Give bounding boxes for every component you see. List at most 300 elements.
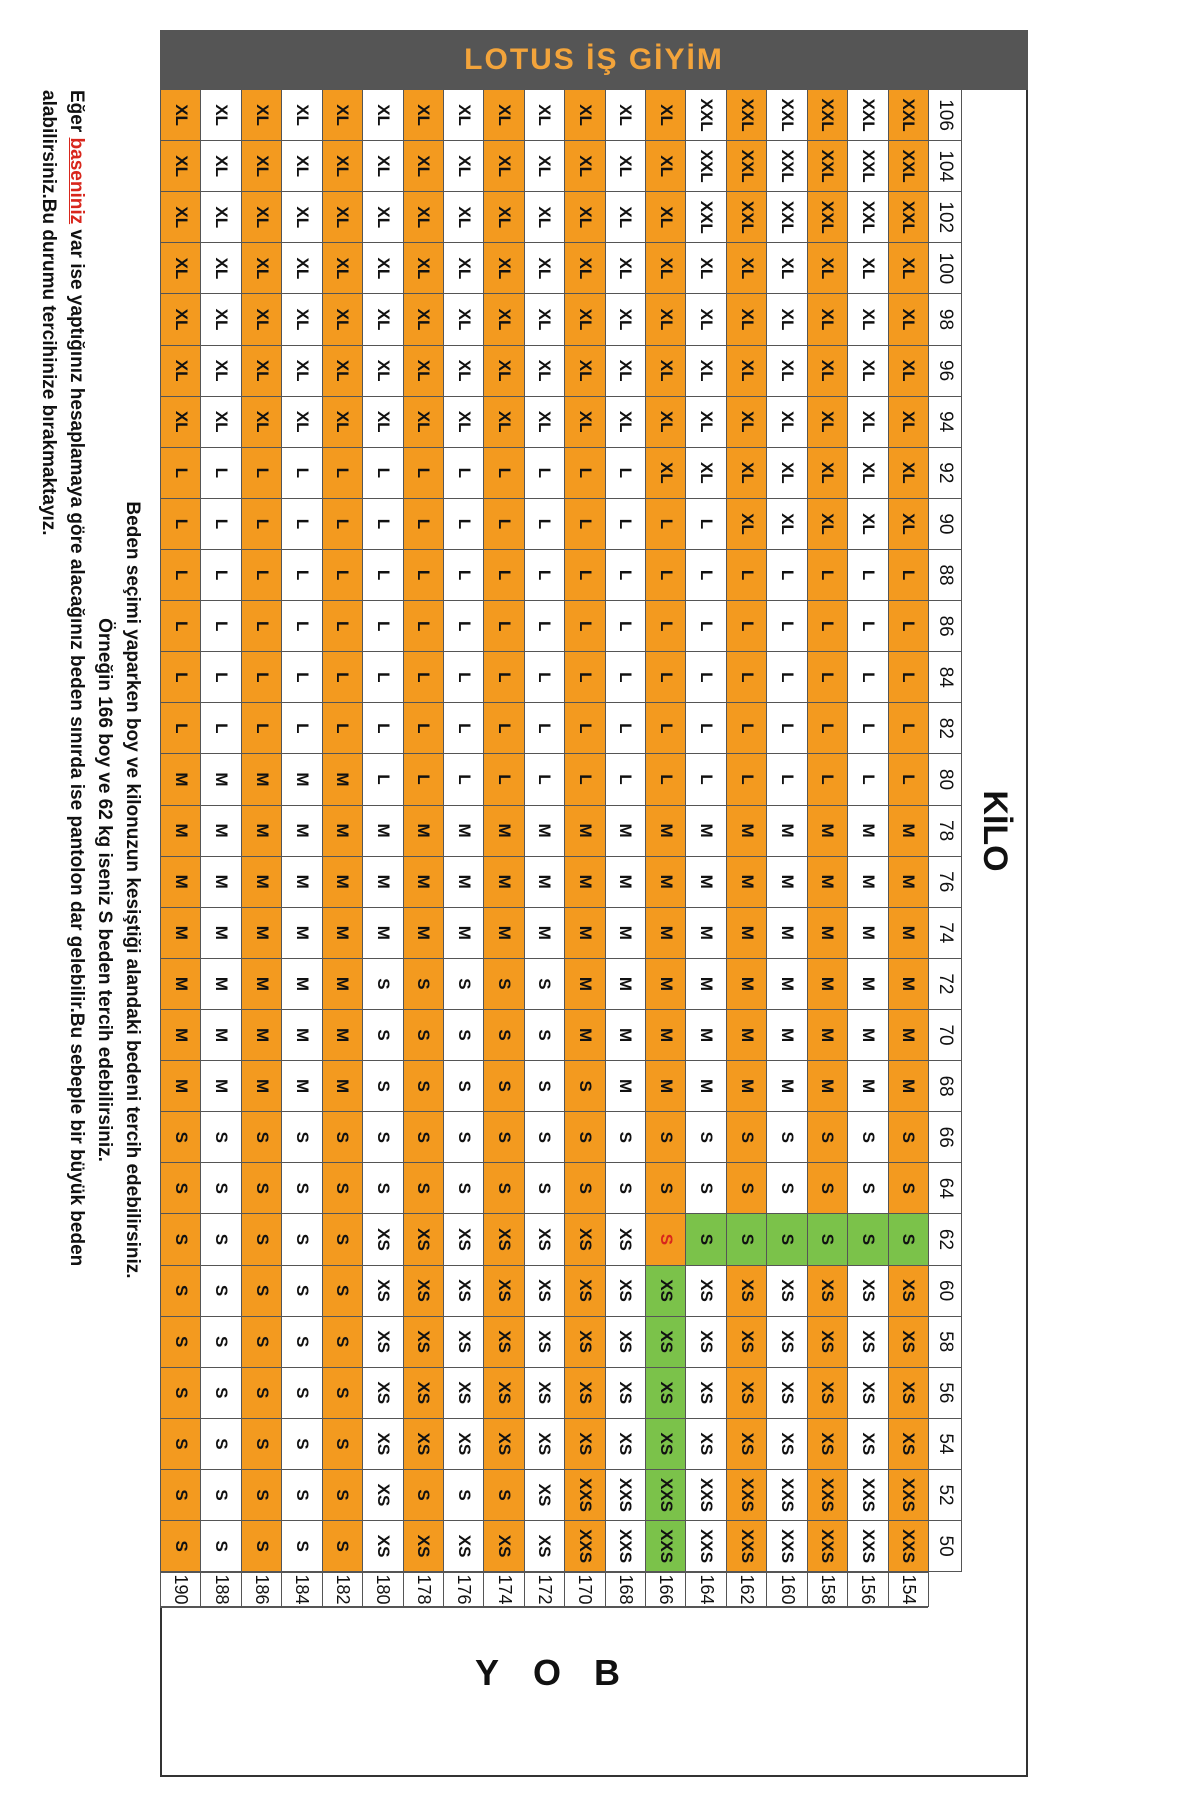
size-cell: XXL [888, 191, 929, 243]
size-cell: M [605, 1060, 646, 1112]
size-cell: XS [564, 1418, 605, 1470]
size-cell: L [200, 651, 241, 703]
size-cell: XL [766, 242, 807, 294]
size-cell: M [766, 958, 807, 1010]
size-cell: L [888, 651, 929, 703]
size-cell: XS [685, 1418, 726, 1470]
size-cell: XS [403, 1316, 444, 1368]
size-cell: S [443, 1060, 484, 1112]
size-cell: XXL [685, 140, 726, 192]
size-cell: L [524, 651, 565, 703]
boy-header: 184 [281, 1572, 322, 1607]
size-cell: S [403, 1111, 444, 1163]
size-cell: S [200, 1418, 241, 1470]
size-cell: S [241, 1162, 282, 1214]
size-cell: XS [807, 1265, 848, 1317]
size-cell: S [605, 1111, 646, 1163]
size-cell: S [483, 1162, 524, 1214]
size-cell: M [685, 907, 726, 959]
note-line-1: Beden seçimi yaparken boy ve kilonuzun kesiştiği alandaki bedeni tercih edebilirsiniz. [122, 501, 143, 1279]
size-cell: M [847, 907, 888, 959]
kilo-header: 66 [928, 1111, 962, 1163]
size-cell: XL [200, 396, 241, 448]
size-cell: S [200, 1111, 241, 1163]
size-cell: XS [362, 1520, 403, 1572]
size-cell: XXL [847, 89, 888, 141]
size-cell: XXS [726, 1469, 767, 1521]
size-cell: S [281, 1418, 322, 1470]
size-cell: S [200, 1469, 241, 1521]
size-cell: M [403, 856, 444, 908]
size-cell: S [160, 1265, 201, 1317]
note-line-3-start: Eğer [66, 90, 87, 138]
size-cell: XS [766, 1316, 807, 1368]
size-cell: M [362, 856, 403, 908]
size-cell: L [524, 753, 565, 805]
size-cell: M [281, 1060, 322, 1112]
size-cell: M [645, 1009, 686, 1061]
size-cell: M [807, 1009, 848, 1061]
size-cell: M [322, 1009, 363, 1061]
size-cell: XXL [685, 89, 726, 141]
size-cell: S [281, 1367, 322, 1419]
size-cell: L [645, 549, 686, 601]
size-cell: XL [685, 396, 726, 448]
size-cell: L [362, 498, 403, 550]
size-cell: XS [685, 1367, 726, 1419]
size-cell: XL [443, 345, 484, 397]
size-cell: S [443, 1111, 484, 1163]
size-cell: L [403, 447, 444, 499]
size-cell: M [766, 1060, 807, 1112]
size-cell: M [160, 1009, 201, 1061]
size-cell: L [362, 702, 403, 754]
size-cell: XL [322, 293, 363, 345]
size-cell: L [403, 549, 444, 601]
size-cell: XL [605, 140, 646, 192]
size-cell: XS [645, 1367, 686, 1419]
size-cell: M [200, 753, 241, 805]
size-cell: XL [362, 396, 403, 448]
size-cell: XL [281, 396, 322, 448]
size-cell: XL [160, 242, 201, 294]
size-cell: XL [766, 396, 807, 448]
size-cell: M [483, 805, 524, 857]
size-cell: M [524, 805, 565, 857]
kilo-header: 94 [928, 396, 962, 448]
size-cell: L [766, 651, 807, 703]
size-cell: XS [605, 1367, 646, 1419]
size-cell: S [200, 1316, 241, 1368]
size-cell: S [403, 958, 444, 1010]
size-cell: XL [403, 89, 444, 141]
size-cell: XL [524, 140, 565, 192]
size-cell: S [322, 1213, 363, 1265]
size-cell: XL [281, 293, 322, 345]
size-cell: S [645, 1111, 686, 1163]
size-cell: M [807, 856, 848, 908]
size-cell: XL [403, 140, 444, 192]
size-cell: S [685, 1162, 726, 1214]
size-cell: S [281, 1265, 322, 1317]
kilo-header: 70 [928, 1009, 962, 1061]
size-cell: XL [443, 396, 484, 448]
size-cell: XXS [807, 1469, 848, 1521]
size-cell: S [564, 1060, 605, 1112]
size-cell: XL [241, 293, 282, 345]
size-cell: L [200, 600, 241, 652]
size-cell: L [847, 600, 888, 652]
size-cell: XL [200, 293, 241, 345]
size-cell: XXL [888, 140, 929, 192]
size-cell: L [362, 549, 403, 601]
size-cell: XL [524, 345, 565, 397]
kilo-header: 98 [928, 293, 962, 345]
size-cell: S [888, 1162, 929, 1214]
size-cell: L [443, 651, 484, 703]
size-cell: XL [645, 140, 686, 192]
size-cell: M [281, 958, 322, 1010]
size-cell: XXL [847, 191, 888, 243]
size-cell: XL [241, 191, 282, 243]
size-cell: XL [807, 447, 848, 499]
size-cell: XL [645, 345, 686, 397]
size-cell: L [160, 549, 201, 601]
size-cell: S [524, 1060, 565, 1112]
size-cell: XL [807, 498, 848, 550]
size-cell: XL [766, 498, 807, 550]
size-cell: XS [564, 1367, 605, 1419]
size-cell: XL [443, 293, 484, 345]
size-cell: XL [807, 242, 848, 294]
size-cell: M [241, 958, 282, 1010]
size-cell: XL [403, 242, 444, 294]
size-cell: M [726, 856, 767, 908]
size-cell: M [645, 958, 686, 1010]
note-line-3 [62, 90, 90, 1690]
size-cell: L [443, 600, 484, 652]
size-cell: XL [685, 242, 726, 294]
size-cell: XS [645, 1265, 686, 1317]
size-cell: S [322, 1367, 363, 1419]
size-cell: XS [524, 1418, 565, 1470]
size-cell: M [322, 1060, 363, 1112]
size-cell: XXS [888, 1520, 929, 1572]
size-cell: L [564, 600, 605, 652]
size-cell: M [241, 753, 282, 805]
kilo-header: 50 [928, 1520, 962, 1572]
size-cell: XS [685, 1316, 726, 1368]
size-cell: XL [685, 293, 726, 345]
size-cell: L [241, 651, 282, 703]
size-cell: L [766, 702, 807, 754]
size-cell: M [766, 907, 807, 959]
size-cell: XL [605, 345, 646, 397]
kilo-header: 92 [928, 447, 962, 499]
size-cell: S [403, 1162, 444, 1214]
size-cell: L [524, 600, 565, 652]
size-cell: XL [888, 498, 929, 550]
size-cell: L [362, 447, 403, 499]
size-cell: M [888, 907, 929, 959]
size-cell: XXS [888, 1469, 929, 1521]
size-cell: S [766, 1162, 807, 1214]
size-cell: XL [322, 345, 363, 397]
size-cell: M [281, 907, 322, 959]
size-cell: XL [443, 191, 484, 243]
size-cell: S [807, 1213, 848, 1265]
size-cell: S [322, 1265, 363, 1317]
size-cell: XL [200, 140, 241, 192]
size-cell: XL [645, 396, 686, 448]
size-cell: S [685, 1111, 726, 1163]
brand-banner [160, 30, 1028, 90]
size-cell: XL [322, 191, 363, 243]
size-cell: XS [403, 1265, 444, 1317]
size-cell: S [160, 1111, 201, 1163]
table-row [483, 90, 523, 1572]
size-cell: S [200, 1367, 241, 1419]
boy-letter: Y [474, 1652, 499, 1693]
size-cell: XL [483, 191, 524, 243]
size-cell: M [726, 1060, 767, 1112]
size-cell: S [483, 958, 524, 1010]
table-row [241, 90, 281, 1572]
table-row [605, 90, 645, 1572]
size-cell: L [241, 702, 282, 754]
size-cell: M [605, 805, 646, 857]
boy-header: 164 [685, 1572, 726, 1607]
size-cell: M [726, 958, 767, 1010]
size-cell: L [888, 549, 929, 601]
size-cell: XXS [564, 1520, 605, 1572]
size-cell: L [685, 600, 726, 652]
size-cell: L [443, 447, 484, 499]
size-cell: S [807, 1162, 848, 1214]
size-cell: S [443, 1469, 484, 1521]
size-cell: L [160, 651, 201, 703]
size-cell: L [403, 651, 444, 703]
size-cell: S [766, 1213, 807, 1265]
size-cell: L [322, 447, 363, 499]
size-cell: XS [403, 1213, 444, 1265]
kilo-header: 78 [928, 805, 962, 857]
size-cell: L [605, 447, 646, 499]
note-line-3-end: var ise yaptığınız hesaplamaya göre alacağınız beden sınırda ise pantolon dar gelebilir.Bu sebeple bir büyük beden [66, 224, 87, 1267]
size-cell: M [766, 805, 807, 857]
size-cell: XS [483, 1520, 524, 1572]
size-cell: XL [564, 140, 605, 192]
size-cell: XL [524, 191, 565, 243]
size-cell: XXS [847, 1520, 888, 1572]
size-cell: S [200, 1162, 241, 1214]
size-cell: L [524, 498, 565, 550]
size-cell: L [685, 498, 726, 550]
size-cell: XL [281, 191, 322, 243]
size-cell: S [281, 1111, 322, 1163]
size-cell: L [322, 702, 363, 754]
table-row [443, 90, 483, 1572]
size-cell: M [160, 805, 201, 857]
size-cell: XS [443, 1213, 484, 1265]
size-cell: XL [888, 396, 929, 448]
size-cell: S [524, 1162, 565, 1214]
notes [0, 90, 160, 1690]
size-cell: XS [685, 1265, 726, 1317]
size-cell: XL [281, 89, 322, 141]
size-cell: XL [564, 191, 605, 243]
size-cell: XS [524, 1469, 565, 1521]
size-cell: L [200, 549, 241, 601]
size-cell: L [685, 702, 726, 754]
size-cell: S [281, 1213, 322, 1265]
size-cell: L [322, 600, 363, 652]
kilo-header: 74 [928, 907, 962, 959]
size-cell: S [362, 1060, 403, 1112]
size-cell: XS [443, 1367, 484, 1419]
size-cell: S [160, 1316, 201, 1368]
size-cell: L [160, 600, 201, 652]
size-cell: L [483, 498, 524, 550]
size-cell: L [726, 549, 767, 601]
size-cell: XL [281, 242, 322, 294]
size-cell: XS [483, 1418, 524, 1470]
size-cell: L [200, 447, 241, 499]
table-row [685, 90, 725, 1572]
size-cell: XL [403, 396, 444, 448]
size-cell: XL [605, 293, 646, 345]
size-cell: XS [483, 1213, 524, 1265]
size-cell: XS [483, 1265, 524, 1317]
size-cell: L [605, 549, 646, 601]
size-cell: L [403, 498, 444, 550]
kilo-header: 82 [928, 702, 962, 754]
size-cell: XL [160, 89, 201, 141]
size-cell: XS [524, 1265, 565, 1317]
size-cell: XL [160, 140, 201, 192]
size-cell: XL [564, 89, 605, 141]
size-cell: XS [847, 1316, 888, 1368]
size-cell: L [726, 702, 767, 754]
size-cell: M [847, 856, 888, 908]
size-cell: S [322, 1316, 363, 1368]
size-cell: L [322, 651, 363, 703]
kilo-header: 80 [928, 753, 962, 805]
size-cell: M [645, 907, 686, 959]
table-row [847, 90, 887, 1572]
note-line-4: alabilirsiniz.Bu durumu tercihinize bırakmaktayız. [38, 90, 59, 536]
size-cell: S [524, 1009, 565, 1061]
size-cell: XXS [645, 1520, 686, 1572]
size-cell: M [200, 1060, 241, 1112]
size-cell: M [241, 856, 282, 908]
size-cell: XL [241, 345, 282, 397]
size-cell: L [564, 753, 605, 805]
size-cell: L [443, 498, 484, 550]
size-cell: M [322, 958, 363, 1010]
size-cell: M [200, 1009, 241, 1061]
size-cell: XS [766, 1265, 807, 1317]
size-cell: M [443, 907, 484, 959]
boy-label [160, 1607, 928, 1777]
boy-header: 174 [483, 1572, 524, 1607]
size-cell: M [766, 856, 807, 908]
size-cell: XL [483, 242, 524, 294]
size-cell: S [241, 1316, 282, 1368]
size-cell: M [564, 856, 605, 908]
size-cell: XL [807, 396, 848, 448]
size-cell: L [605, 498, 646, 550]
size-cell: L [605, 702, 646, 754]
size-cell: S [443, 1162, 484, 1214]
size-cell: XS [483, 1367, 524, 1419]
size-cell: M [241, 805, 282, 857]
size-cell: XS [483, 1316, 524, 1368]
brand-name: LOTUS İŞ GİYİM [464, 43, 724, 76]
size-cell: XS [807, 1316, 848, 1368]
size-cell: XL [241, 140, 282, 192]
size-cell: XXS [847, 1469, 888, 1521]
size-cell: S [888, 1111, 929, 1163]
size-cell: S [807, 1111, 848, 1163]
size-cell: XS [726, 1316, 767, 1368]
size-cell: M [483, 856, 524, 908]
size-cell: M [200, 805, 241, 857]
size-cell: XXS [645, 1469, 686, 1521]
size-cell: XL [766, 293, 807, 345]
size-cell: XL [160, 293, 201, 345]
size-cell: XL [160, 345, 201, 397]
size-cell: XXL [766, 89, 807, 141]
size-cell: L [766, 600, 807, 652]
size-cell: S [200, 1265, 241, 1317]
kilo-header: 96 [928, 345, 962, 397]
size-cell: M [685, 958, 726, 1010]
size-cell: XL [160, 191, 201, 243]
size-cell: S [241, 1520, 282, 1572]
size-cell: XS [888, 1265, 929, 1317]
size-cell: XL [362, 140, 403, 192]
size-cell: M [160, 1060, 201, 1112]
size-cell: M [685, 1060, 726, 1112]
table-row [524, 90, 564, 1572]
table-row [200, 90, 240, 1572]
size-cell: XL [200, 89, 241, 141]
size-cell: XS [888, 1418, 929, 1470]
size-cell: XS [726, 1265, 767, 1317]
size-cell: XL [241, 396, 282, 448]
size-cell: XL [766, 447, 807, 499]
size-cell: XXL [807, 191, 848, 243]
size-cell: XXL [766, 140, 807, 192]
size-cell: XL [524, 396, 565, 448]
table-row [888, 90, 928, 1572]
size-cell: S [726, 1111, 767, 1163]
size-cell: XL [483, 345, 524, 397]
size-cell: XL [483, 396, 524, 448]
boy-header: 186 [241, 1572, 282, 1607]
table-row [322, 90, 362, 1572]
size-cell: XXS [605, 1520, 646, 1572]
size-cell: XL [160, 396, 201, 448]
size-cell: M [645, 805, 686, 857]
size-cell: M [322, 856, 363, 908]
size-cell: XL [443, 89, 484, 141]
size-cell: M [281, 856, 322, 908]
size-cell: XL [322, 396, 363, 448]
size-cell: S [322, 1418, 363, 1470]
size-cell: L [847, 549, 888, 601]
